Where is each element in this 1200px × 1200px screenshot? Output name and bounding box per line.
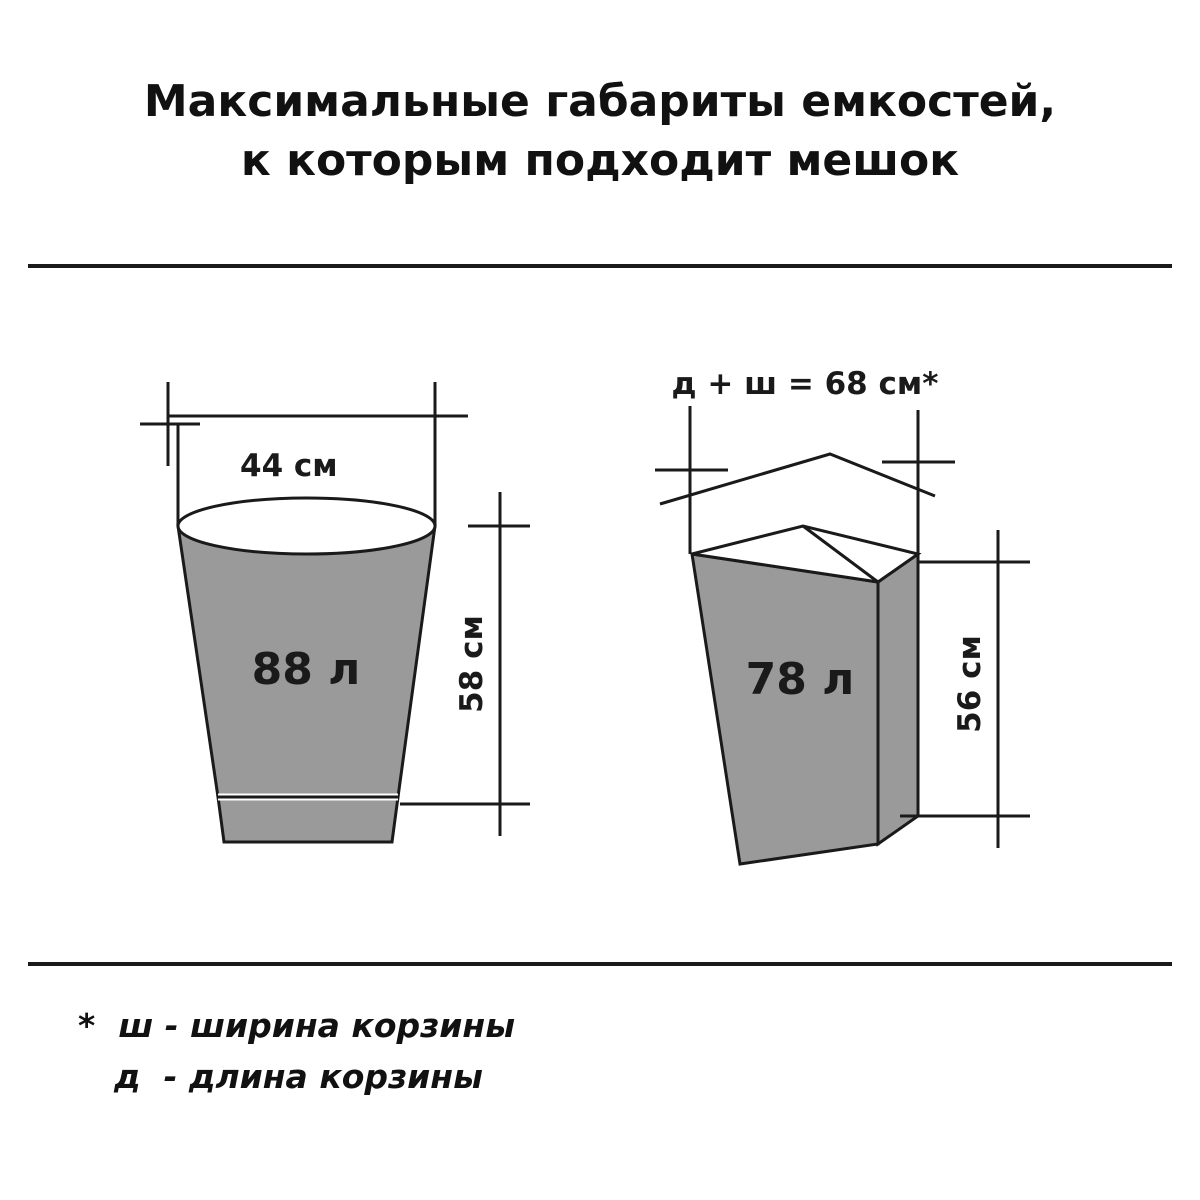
square-bin-top-label: д + ш = 68 см* — [671, 366, 939, 402]
page-title-line-2: к которым подходит мешок — [240, 135, 960, 187]
diagram-area — [0, 264, 1200, 962]
round-bin-base — [218, 797, 398, 842]
page-title — [0, 72, 1200, 191]
square-bin-height-label: 56 см — [952, 635, 988, 733]
square-bin-volume-label: 78 л — [745, 654, 855, 705]
round-bin-rim — [178, 498, 435, 554]
round-bin-volume-label: 88 л — [251, 644, 361, 695]
footnotes — [78, 1000, 978, 1102]
divider-bottom — [28, 962, 1172, 966]
page-title-line-1: Максимальные габариты емкостей, — [143, 76, 1057, 127]
square-bin-side-face — [878, 554, 918, 844]
figure-square-bin — [600, 264, 1170, 962]
figure-round-bin — [60, 264, 620, 962]
footnote-line-2: д - длина корзины — [114, 1057, 483, 1097]
round-bin-height-label: 58 см — [454, 615, 490, 713]
square-bin-front-face — [692, 554, 878, 864]
footnote-line-1: * ш - ширина корзины — [78, 1006, 516, 1045]
round-bin-width-label: 44 см — [240, 448, 338, 484]
